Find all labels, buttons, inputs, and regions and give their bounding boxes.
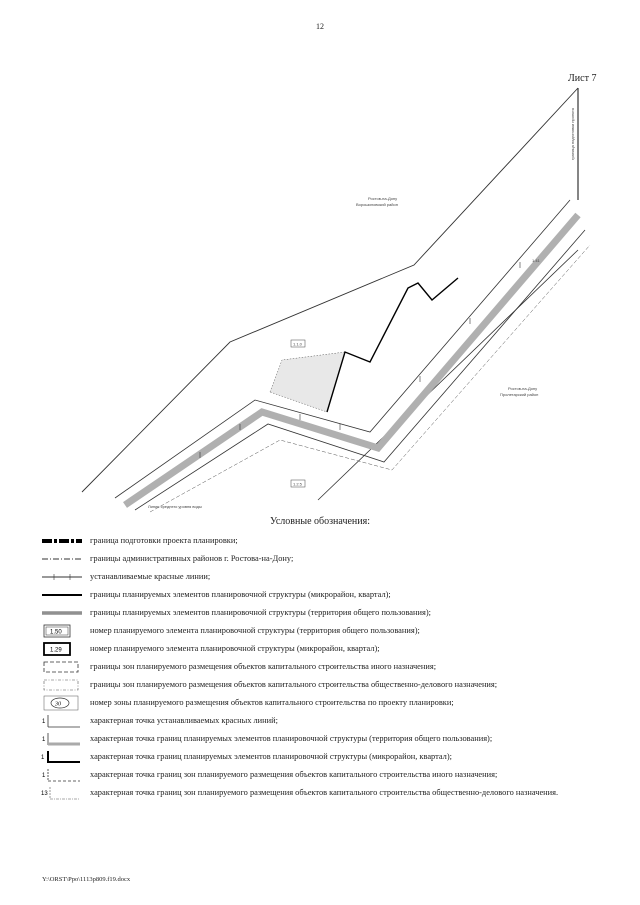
business-zone-point-symbol <box>40 785 84 801</box>
block-element-point-symbol <box>40 749 84 765</box>
legend-item <box>40 659 600 675</box>
point-label: 1.41 <box>532 258 540 263</box>
legend-item-text: граница подготовки проекта планировки; <box>90 536 238 545</box>
bottom-caption: Линия среднего уровня воды <box>148 504 202 509</box>
legend-title: Условные обозначения: <box>269 516 370 527</box>
red-line-symbol <box>40 569 84 585</box>
block-element-point-sample: 1 <box>41 755 45 761</box>
legend-item <box>40 695 600 711</box>
red-line-upper <box>115 200 570 498</box>
legend <box>40 533 600 803</box>
district-south-name: Ростов-на-Дону <box>508 386 538 391</box>
legend-item-text: характерная точка устанавливаемых красных линий; <box>90 716 278 725</box>
public-element-point-symbol <box>40 731 84 747</box>
project-boundary-symbol <box>40 533 84 549</box>
district-north-region: Ворошиловский район <box>356 202 398 207</box>
legend-item-text: границы планируемых элементов планировочной структуры (территория общего пользования); <box>90 608 431 617</box>
sheet-label: Лист 7 <box>568 73 597 84</box>
red-line-point-sample: 1 <box>42 719 46 725</box>
hatched-zone <box>270 352 345 412</box>
public-element-number-symbol <box>40 623 84 639</box>
admin-boundary-symbol <box>40 551 84 567</box>
public-element-point-sample: 1 <box>42 737 46 743</box>
public-element-number-sample: 1.50 <box>50 629 62 636</box>
legend-item <box>40 731 600 747</box>
block-boundary <box>327 278 458 412</box>
zone-number-sample: 30 <box>55 701 61 708</box>
legend-item <box>40 587 600 603</box>
legend-item <box>40 569 600 585</box>
legend-item-text: номер планируемого элемента планировочной структуры (территория общего пользования); <box>90 626 420 635</box>
public-boundary-symbol <box>40 605 84 621</box>
legend-item <box>40 533 600 549</box>
legend-item-text: характерная точка границ зон планируемого размещения объектов капитального строительства общественно-делового назначения. <box>90 788 559 797</box>
legend-item <box>40 713 600 729</box>
legend-item-text: характерная точка границ планируемых элементов планировочной структуры (территория общего пользования); <box>90 734 493 743</box>
other-zone-boundary-symbol <box>40 659 84 675</box>
legend-item-text: границы планируемых элементов планировочной структуры (микрорайон, квартал); <box>90 590 391 599</box>
legend-item <box>40 785 600 801</box>
other-zone-point-sample: 1 <box>42 773 46 779</box>
legend-item-text: устанавливаемые красные линии; <box>90 572 211 581</box>
legend-item-text: характерная точка границ планируемых элементов планировочной структуры (микрорайон, квартал); <box>90 752 452 761</box>
other-zone-point-symbol <box>40 767 84 783</box>
admin-boundary-lower <box>318 250 578 500</box>
block-element-number-symbol <box>40 641 84 657</box>
legend-item <box>40 641 600 657</box>
legend-item-text: границы зон планируемого размещения объектов капитального строительства иного назначения; <box>90 662 437 671</box>
legend-item-text: характерная точка границ зон планируемого размещения объектов капитального строительства иного назначения; <box>90 770 498 779</box>
legend-item <box>40 605 600 621</box>
zone-number-symbol <box>40 695 84 711</box>
business-zone-point-sample: 13 <box>41 791 48 797</box>
element-number-lower: 1.2.5 <box>293 481 302 487</box>
legend-item <box>40 749 600 765</box>
red-line-point-symbol <box>40 713 84 729</box>
road-band <box>125 215 578 505</box>
page-number: 12 <box>316 22 324 31</box>
legend-item-text: номер планируемого элемента планировочной структуры (микрорайон, квартал); <box>90 644 380 653</box>
legend-item-text: номер зоны планируемого размещения объектов капитального строительства по проекту планировки; <box>90 698 454 707</box>
legend-item-text: границы административных районов г. Ростова-на-Дону; <box>90 554 294 563</box>
element-number-upper: 1.1.0 <box>293 341 302 347</box>
district-north-name: Ростов-на-Дону <box>368 196 398 201</box>
legend-item-text: границы зон планируемого размещения объектов капитального строительства общественно-делового назначения; <box>90 680 498 689</box>
dash-line-lower <box>150 245 590 512</box>
legend-item <box>40 551 600 567</box>
block-boundary-symbol <box>40 587 84 603</box>
legend-item <box>40 623 600 639</box>
business-zone-boundary-symbol <box>40 677 84 693</box>
legend-item <box>40 677 600 693</box>
block-element-number-sample: 1.29 <box>50 647 62 654</box>
right-edge-label: граница подготовки проекта <box>570 107 575 160</box>
footer-file-path: Y:\ORST\Ppo\1113p809.f19.docx <box>42 876 131 883</box>
legend-item <box>40 767 600 783</box>
district-south-region: Пролетарский район <box>500 392 539 397</box>
